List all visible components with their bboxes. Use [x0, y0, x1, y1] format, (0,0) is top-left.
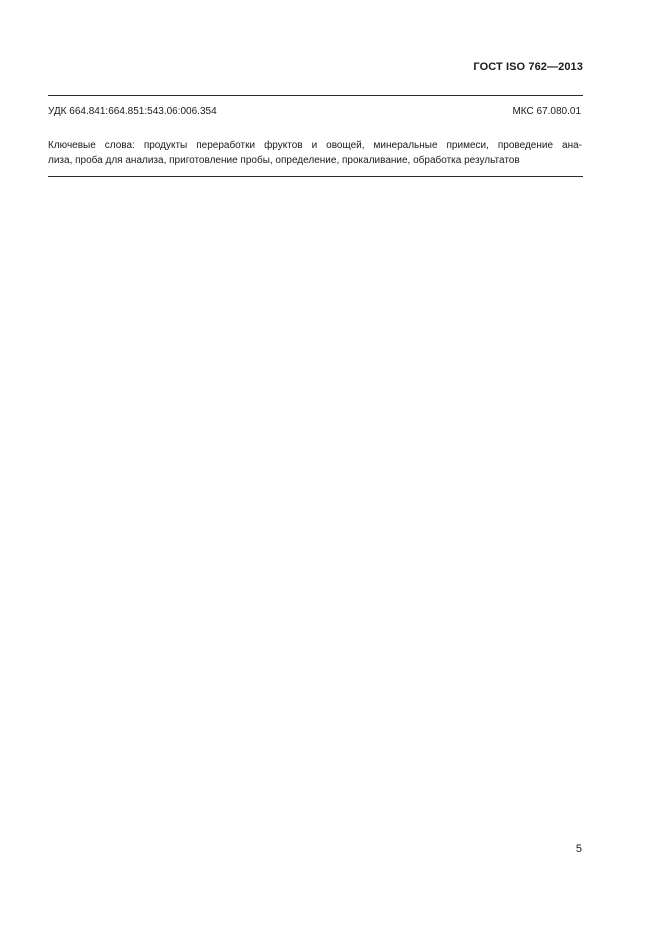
page-number: 5 [575, 843, 582, 855]
classification-row [48, 106, 581, 117]
bottom-divider [48, 176, 583, 177]
ics-code: МКС 67.080.01 [512, 106, 581, 117]
standard-code-header: ГОСТ ISO 762—2013 [473, 61, 583, 73]
keywords-line-1: Ключевые слова: продукты переработки фруктов и овощей, минеральные примеси, проведение ана- [48, 140, 582, 151]
top-divider [48, 95, 583, 96]
udc-code: УДК 664.841:664.851:543.06:006.354 [48, 106, 217, 117]
keywords-paragraph [48, 138, 582, 168]
keywords-line-2: лиза, проба для анализа, приготовление пробы, определение, прокаливание, обработка результатов [48, 155, 520, 166]
